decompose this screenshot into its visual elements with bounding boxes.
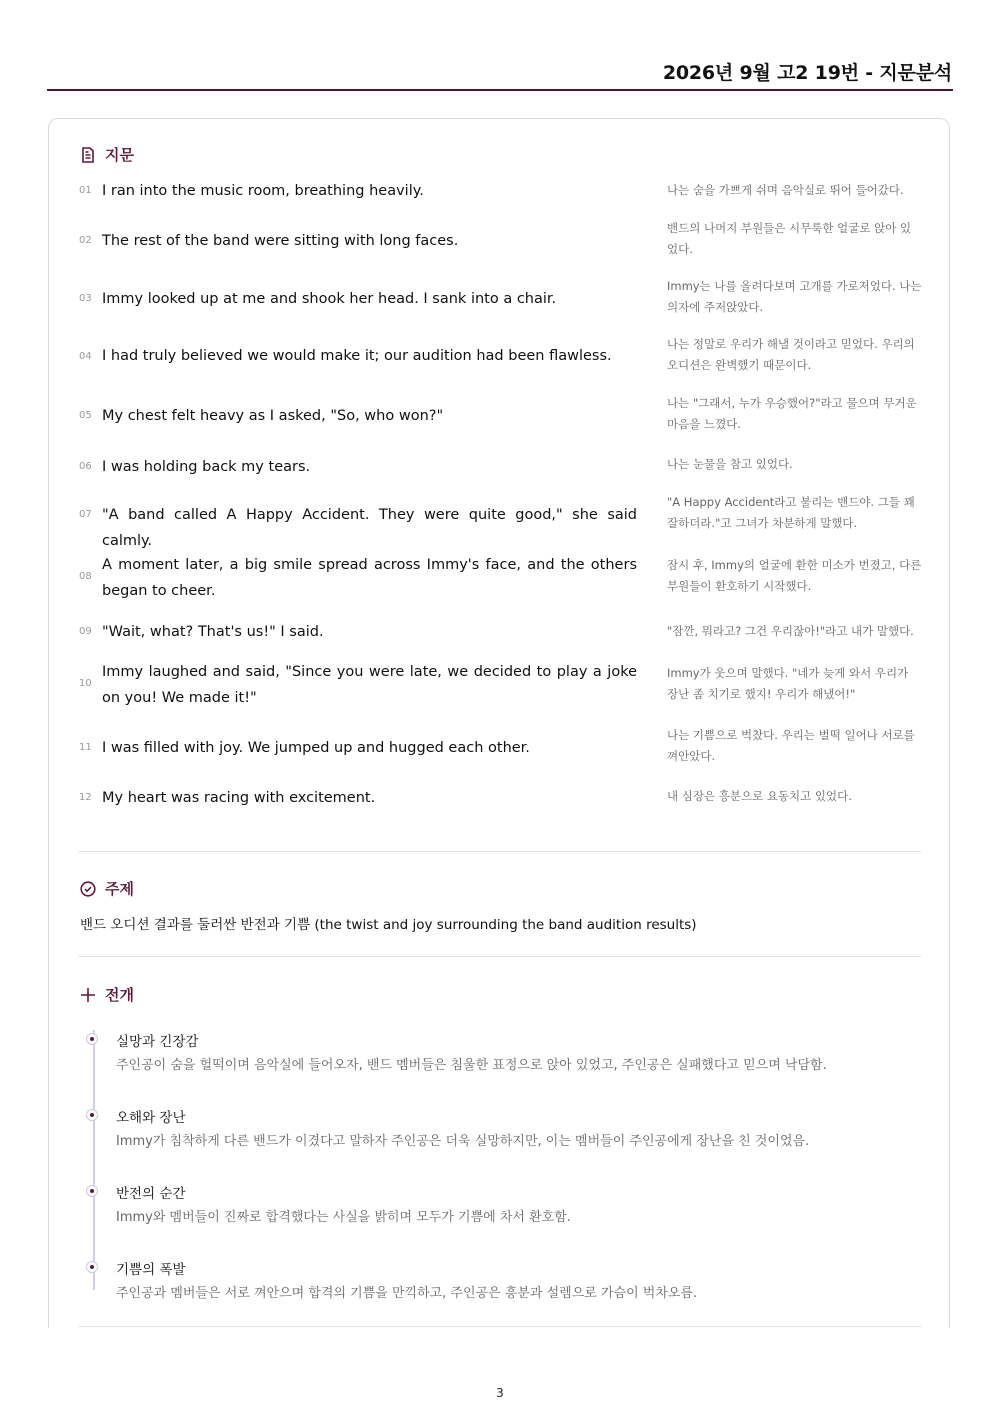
korean-translation: 나는 정말로 우리가 해낼 것이라고 믿었다. 우리의 오디션은 완벽했기 때문이다. bbox=[667, 337, 915, 372]
korean-translation: 밴드의 나머지 부원들은 시무룩한 얼굴로 앉아 있었다. bbox=[667, 221, 912, 256]
english-sentence: Immy laughed and said, "Since you were late, we decided to play a joke on you! We made it!" bbox=[102, 664, 637, 706]
english-sentence: Immy looked up at me and shook her head. I sank into a chair. bbox=[102, 291, 557, 307]
korean-translation: 나는 기쁨으로 벅찼다. 우리는 벌떡 일어나 서로를 껴안았다. bbox=[667, 728, 915, 763]
timeline-line bbox=[93, 1030, 95, 1290]
timeline-item-description: Immy와 멤버들이 진짜로 합격했다는 사실을 밝히며 모두가 기쁨에 차서 환호함. bbox=[116, 1210, 571, 1225]
english-sentence: I was filled with joy. We jumped up and hugged each other. bbox=[102, 740, 530, 756]
page-title: 2026년 9월 고2 19번 - 지문분석 bbox=[662, 62, 952, 84]
section-divider bbox=[79, 851, 921, 852]
english-sentence: A moment later, a big smile spread across Immy's face, and the others began to cheer. bbox=[102, 557, 637, 599]
title-divider bbox=[47, 89, 953, 91]
row-number: 12 bbox=[79, 792, 92, 803]
document-icon bbox=[79, 146, 97, 164]
english-sentence: I was holding back my tears. bbox=[102, 459, 311, 475]
section-divider bbox=[79, 956, 921, 957]
passage-row bbox=[79, 334, 921, 378]
korean-translation: 나는 "그래서, 누가 우승했어?"라고 물으며 무거운 마음을 느꼈다. bbox=[667, 396, 917, 431]
timeline-item-description: Immy가 침착하게 다른 밴드가 이겼다고 말하자 주인공은 더욱 실망하지만, 이는 멤버들이 주인공에게 장난을 친 것이었음. bbox=[116, 1134, 810, 1149]
check-circle-icon bbox=[79, 880, 97, 898]
theme-heading-label: 주제 bbox=[105, 880, 134, 898]
development-heading bbox=[79, 984, 134, 1005]
korean-translation: 나는 눈물을 참고 있었다. bbox=[667, 457, 793, 471]
timeline-item-description: 주인공과 멤버들은 서로 껴안으며 합격의 기쁨을 만끽하고, 주인공은 흥분과 설렘으로 가슴이 벅차오름. bbox=[116, 1286, 698, 1301]
passage-row bbox=[79, 218, 921, 262]
timeline-dot bbox=[86, 1185, 98, 1197]
row-number: 03 bbox=[79, 293, 92, 304]
row-number: 04 bbox=[79, 351, 92, 362]
theme-heading bbox=[79, 878, 134, 899]
english-sentence: My chest felt heavy as I asked, "So, who won?" bbox=[102, 408, 444, 424]
english-sentence: "Wait, what? That's us!" I said. bbox=[102, 624, 324, 640]
korean-translation: 내 심장은 흥분으로 요동치고 있었다. bbox=[667, 789, 852, 803]
passage-row bbox=[79, 178, 921, 204]
timeline-item-description: 주인공이 숨을 헐떡이며 음악실에 들어오자, 밴드 멤버들은 침울한 표정으로 앉아 있었고, 주인공은 실패했다고 믿으며 낙담함. bbox=[116, 1058, 827, 1073]
page-number: 3 bbox=[496, 1386, 504, 1400]
plus-icon bbox=[79, 986, 97, 1004]
passage-heading bbox=[79, 144, 134, 165]
timeline-item-title: 기쁨의 폭발 bbox=[116, 1262, 186, 1278]
passage-row bbox=[79, 725, 921, 769]
row-number: 02 bbox=[79, 235, 92, 246]
timeline-item-title: 오해와 장난 bbox=[116, 1110, 186, 1126]
korean-translation: "잠깐, 뭐라고? 그건 우리잖아!"라고 내가 말했다. bbox=[667, 624, 914, 638]
passage-heading-label: 지문 bbox=[105, 146, 134, 164]
passage-row bbox=[79, 492, 921, 549]
timeline-item-title: 반전의 순간 bbox=[116, 1186, 186, 1202]
row-number: 07 bbox=[79, 509, 92, 520]
row-number: 06 bbox=[79, 461, 92, 472]
korean-translation: 잠시 후, Immy의 얼굴에 환한 미소가 번졌고, 다른 부원들이 환호하기 시작했다. bbox=[667, 558, 922, 593]
korean-translation: 나는 숨을 가쁘게 쉬며 음악실로 뛰어 들어갔다. bbox=[667, 183, 904, 197]
timeline-dot bbox=[86, 1261, 98, 1273]
row-number: 11 bbox=[79, 742, 92, 753]
passage-row bbox=[79, 659, 921, 711]
passage-row bbox=[79, 454, 921, 480]
english-sentence: The rest of the band were sitting with long faces. bbox=[102, 233, 459, 249]
passage-row bbox=[79, 276, 921, 320]
english-sentence: I had truly believed we would make it; our audition had been flawless. bbox=[102, 348, 612, 364]
timeline-dot bbox=[86, 1033, 98, 1045]
theme-text: 밴드 오디션 결과를 둘러싼 반전과 기쁨 (the twist and joy surrounding the band audition results) bbox=[80, 917, 697, 933]
row-number: 09 bbox=[79, 626, 92, 637]
korean-translation: "A Happy Accident라고 불리는 밴드야. 그들 꽤 잘하더라."고 그녀가 차분하게 말했다. bbox=[667, 495, 915, 530]
english-sentence: My heart was racing with excitement. bbox=[102, 790, 376, 806]
passage-row bbox=[79, 552, 921, 604]
passage-row bbox=[79, 393, 921, 437]
english-sentence: I ran into the music room, breathing heavily. bbox=[102, 183, 424, 199]
timeline-dot bbox=[86, 1109, 98, 1121]
korean-translation: Immy는 나를 올려다보며 고개를 가로저었다. 나는 의자에 주저앉았다. bbox=[667, 279, 922, 314]
development-heading-label: 전개 bbox=[105, 986, 134, 1004]
row-number: 01 bbox=[79, 185, 92, 196]
section-divider bbox=[79, 1326, 921, 1327]
row-number: 05 bbox=[79, 410, 92, 421]
passage-row bbox=[79, 619, 921, 645]
passage-row bbox=[79, 785, 921, 811]
timeline-item-title: 실망과 긴장감 bbox=[116, 1034, 199, 1050]
korean-translation: Immy가 웃으며 말했다. "네가 늦게 와서 우리가 장난 좀 치기로 했지! 우리가 해냈어!" bbox=[667, 666, 909, 701]
english-sentence: "A band called A Happy Accident. They were quite good," she said calmly. bbox=[102, 507, 637, 549]
row-number: 08 bbox=[79, 571, 92, 582]
row-number: 10 bbox=[79, 678, 92, 689]
